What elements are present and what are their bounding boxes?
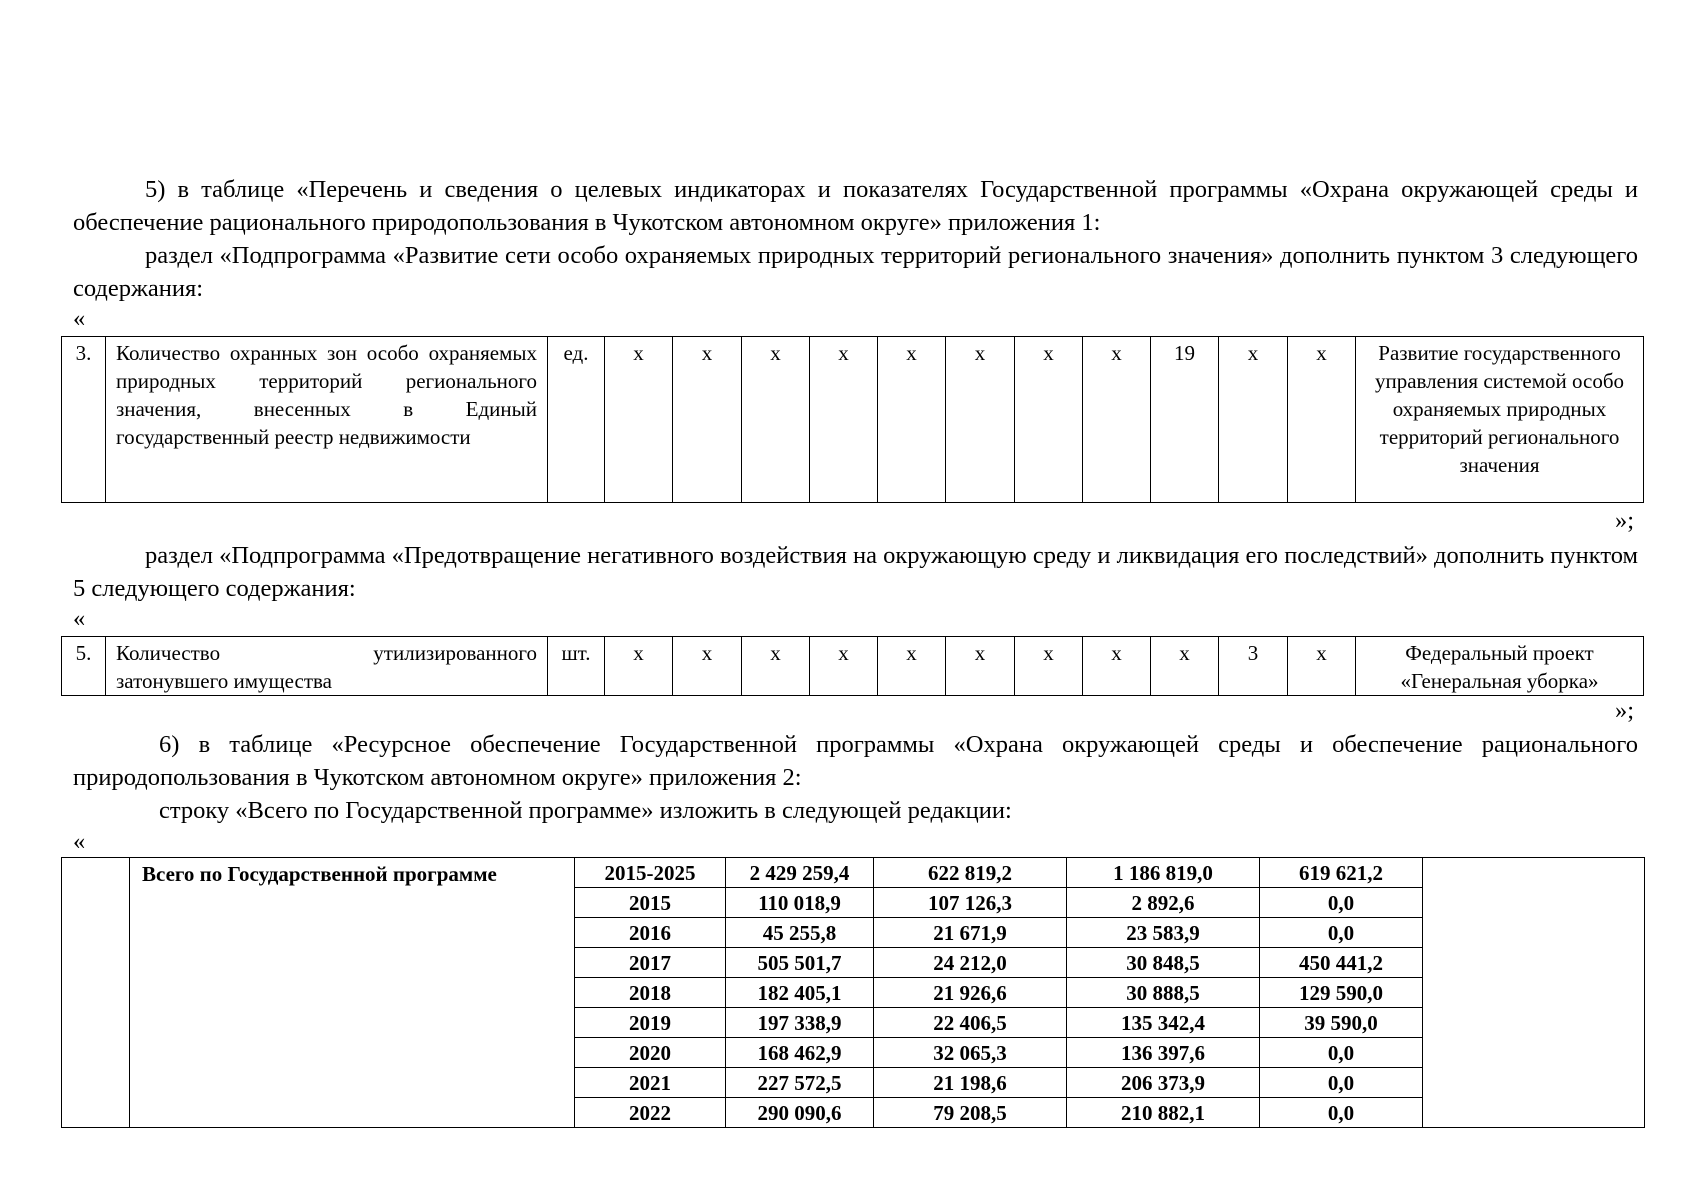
year-cell: 2020 [575,1038,726,1068]
empty-cell [1423,858,1645,1128]
open-quote-2: « [73,605,86,632]
amount-cell: 107 126,3 [874,888,1067,918]
amount-cell: 39 590,0 [1260,1008,1423,1038]
value-cell: х [946,637,1015,696]
note-cell: Федеральный проект «Генеральная уборка» [1356,637,1644,696]
total-label: Всего по Государственной программе [130,858,575,1128]
value-cell: 3 [1219,637,1288,696]
close-quote-2: »; [1614,697,1634,724]
value-cell: х [1083,637,1151,696]
value-cell: 19 [1151,337,1219,503]
value-cell: х [1219,337,1288,503]
table-row [62,637,1644,696]
table-row [62,858,1645,888]
amount-cell: 21 926,6 [874,978,1067,1008]
amount-cell: 0,0 [1260,918,1423,948]
paragraph-section-1: раздел «Подпрограмма «Развитие сети особо охраняемых природных территорий регионального значения» дополнить пунктом 3 следующего содержания: [73,242,1638,302]
amount-cell: 2 892,6 [1067,888,1260,918]
amount-cell: 0,0 [1260,1068,1423,1098]
value-cell: х [1083,337,1151,503]
amount-cell: 619 621,2 [1260,858,1423,888]
year-cell: 2015-2025 [575,858,726,888]
indicator-name-line: затонувшего имущества [116,669,332,693]
amount-cell: 23 583,9 [1067,918,1260,948]
value-cell: х [742,637,810,696]
paragraph-item-6: 6) в таблице «Ресурсное обеспечение Государственной программы «Охрана окружающей среды и обеспечение рационального природопользования в Чукотском автономном округе» приложения 2: [73,731,1638,791]
year-cell: 2016 [575,918,726,948]
value-cell: х [673,637,742,696]
paragraph-row-edit: строку «Всего по Государственной программе» изложить в следующей редакции: [159,797,1012,824]
value-cell: х [878,637,946,696]
year-cell: 2022 [575,1098,726,1128]
year-cell: 2015 [575,888,726,918]
value-cell: х [1288,637,1356,696]
value-cell: х [810,637,878,696]
amount-cell: 22 406,5 [874,1008,1067,1038]
value-cell: х [1288,337,1356,503]
indicator-name [106,637,548,696]
amount-cell: 210 882,1 [1067,1098,1260,1128]
amount-cell: 24 212,0 [874,948,1067,978]
amount-cell: 30 888,5 [1067,978,1260,1008]
value-cell: х [605,337,673,503]
amount-cell: 622 819,2 [874,858,1067,888]
open-quote-1: « [73,305,86,332]
amount-cell: 0,0 [1260,888,1423,918]
year-cell: 2019 [575,1008,726,1038]
resource-table [61,857,1645,1128]
table-row [62,337,1644,503]
indicator-table-2 [61,636,1644,696]
value-cell: х [1015,637,1083,696]
amount-cell: 227 572,5 [726,1068,874,1098]
value-cell: х [742,337,810,503]
value-cell: х [946,337,1015,503]
amount-cell: 21 198,6 [874,1068,1067,1098]
note-cell: Развитие государственного управления системой особо охраняемых природных территорий регионального значения [1356,337,1644,503]
indicator-name: Количество охранных зон особо охраняемых природных территорий регионального значения, внесенных в Единый государственный реестр недвижимости [106,337,548,503]
amount-cell: 21 671,9 [874,918,1067,948]
amount-cell: 197 338,9 [726,1008,874,1038]
unit-cell: шт. [548,637,605,696]
amount-cell: 505 501,7 [726,948,874,978]
paragraph-item-5: 5) в таблице «Перечень и сведения о целевых индикаторах и показателях Государственной программы «Охрана окружающей среды и обеспечение рационального природопользования в Чукотском автономном округе» приложения 1: [73,176,1638,236]
year-cell: 2018 [575,978,726,1008]
amount-cell: 1 186 819,0 [1067,858,1260,888]
value-cell: х [673,337,742,503]
amount-cell: 32 065,3 [874,1038,1067,1068]
amount-cell: 110 018,9 [726,888,874,918]
value-cell: х [1015,337,1083,503]
year-cell: 2021 [575,1068,726,1098]
amount-cell: 45 255,8 [726,918,874,948]
value-cell: х [1151,637,1219,696]
amount-cell: 206 373,9 [1067,1068,1260,1098]
close-quote-1: »; [1614,507,1634,534]
amount-cell: 129 590,0 [1260,978,1423,1008]
amount-cell: 450 441,2 [1260,948,1423,978]
indicator-name-line: Количество утилизированного [116,641,537,665]
amount-cell: 0,0 [1260,1098,1423,1128]
open-quote-3: « [73,828,86,855]
row-number: 3. [62,337,106,503]
amount-cell: 30 848,5 [1067,948,1260,978]
amount-cell: 79 208,5 [874,1098,1067,1128]
indicator-table-1 [61,336,1644,503]
amount-cell: 182 405,1 [726,978,874,1008]
value-cell: х [878,337,946,503]
amount-cell: 135 342,4 [1067,1008,1260,1038]
row-number: 5. [62,637,106,696]
empty-cell [62,858,130,1128]
value-cell: х [605,637,673,696]
amount-cell: 168 462,9 [726,1038,874,1068]
amount-cell: 0,0 [1260,1038,1423,1068]
value-cell: х [810,337,878,503]
amount-cell: 2 429 259,4 [726,858,874,888]
year-cell: 2017 [575,948,726,978]
paragraph-section-2: раздел «Подпрограмма «Предотвращение негативного воздействия на окружающую среду и ликвидация его последствий» дополнить пунктом 5 следующего содержания: [73,542,1638,602]
amount-cell: 136 397,6 [1067,1038,1260,1068]
unit-cell: ед. [548,337,605,503]
amount-cell: 290 090,6 [726,1098,874,1128]
